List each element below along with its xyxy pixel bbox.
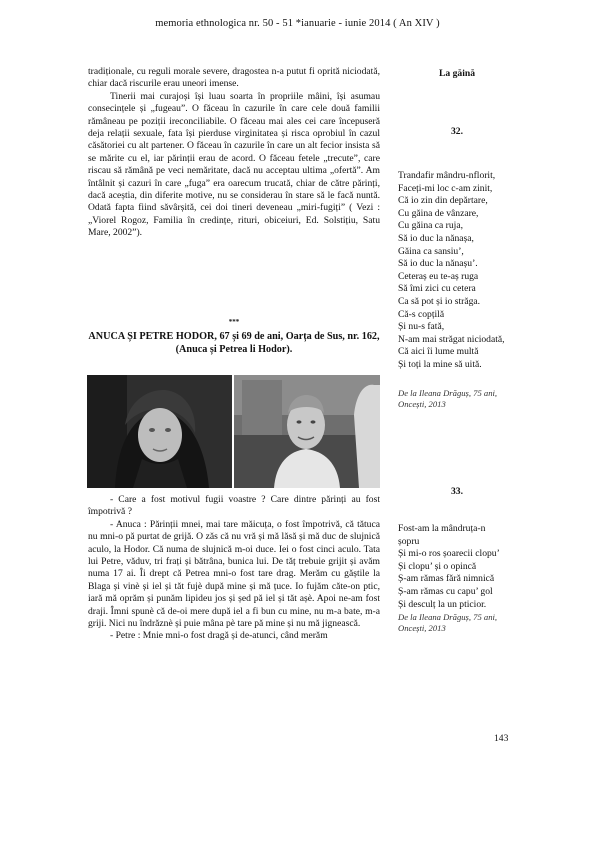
poem-33-number-block <box>398 486 516 497</box>
photo-petre <box>234 375 380 488</box>
poem-line: Găina ca sansiu’, <box>398 245 464 257</box>
poem-line: Trandafir mândru-nflorit, <box>398 170 496 181</box>
poem-line: Că aici îi lume multă <box>398 346 479 358</box>
credit-line: Oncești, 2013 <box>398 399 446 409</box>
poem-line: Că io zin din depărtare, <box>398 195 488 207</box>
poem-32-number-block <box>398 126 516 137</box>
side-heading: La găină <box>439 68 475 79</box>
poem-33 <box>398 523 516 611</box>
poem-line: Ș-am rămas cu capu’ gol <box>398 585 493 597</box>
page-number: 143 <box>494 733 509 744</box>
poem-line: Și nu-s fată, <box>398 321 445 333</box>
credit-line: Oncești, 2013 <box>398 623 446 633</box>
poem-line: N-am mai străgat niciodată, <box>398 333 505 345</box>
poem-line: Cu găina ca ruja, <box>398 220 463 232</box>
interview-answer: - Anuca : Părinții mnei, mai tare măicuța, o fost împotrivă, că tătuca nu mni-o pă purtat de grijă. O zăs că nu vră și mă lăsă și mă duc de slujnică aculo, la Hodor. Că numa de slujnică m-oi duce. Iei o fost cinci aculo. Tata lui Petre, văduv, tri frați și bătrâna, bunica lui. De tăț trebuie grijit și avăm numa 17 ai. Îi drept că Petrea mni-o fost tare drag. Merăm cu găștile la Blaga și vinè și iel și tăt fujè după mine și mă țuce. Io fujăm căte-on ptic, iară mă oprăm și punăm lipideu jos și șed pă iel și tăt așè. Apoi ne-am fost draji. Îmni spunè că de-oi mere după iel a fi bun cu mine, nu m-a bate, m-a griji. Nici nu îndrăznè și puie mâna pè tare pă mine și nu mă jignească. <box>88 518 380 630</box>
credit-line: De la Ileana Drăguș, 75 ani, <box>398 388 498 398</box>
poem-line: Cu găina de vânzare, <box>398 207 479 219</box>
credit-line: De la Ileana Drăguș, 75 ani, <box>398 612 498 622</box>
poem-line: Și toți la mine să uită. <box>398 358 482 370</box>
poem-line: Și clopu’ și o opincă <box>398 560 477 572</box>
poem-line: Să io duc la nănașu’. <box>398 258 478 270</box>
section-separator: *** <box>228 318 240 326</box>
poem-line: Fost-am la mândruța-n <box>398 523 486 534</box>
poem-33-credit <box>398 612 516 634</box>
poem-line: Și mi-o ros șoarecii clopu’ <box>398 548 500 560</box>
poem-line: Ca să pot și io străga. <box>398 295 481 307</box>
paragraph: Tinerii mai curajoși își luau soarta în propriile mâini, își asumau consecințele și „fugeau”. O făceau în cazurile în care cele două familii rămâneau pe poziții ireconciliabile. O făceau mai ales cei care începuseră deja relații sexuale, fata își pierduse virginitatea și risca oprobiul în cazul căsătoriei cu alt partener. O făceau în cazurile în care un alt fecior insista să se mărite cu el, iar părinții erau de acord. O făceau fetele „trecute”, care riscau să rămână pe veci nemăritate, dacă nu acceptau ultima „ofertă”. Am întâlnit și cazuri în care „fuga” era oarecum trucată, chiar de către părinți, dacă aceștia, din diferite motive, nu se considerau în stare să le facă nuntă. Odată fapta fiind săvârșită, cei doi tineri deveneau „miri-fugiți” ( Vezi : „Viorel Rogoz, Familia în credințe, rituri, obiceiuri, Ed. Solstițiu, Satu Mare, 2002”). <box>88 90 380 239</box>
interview-text <box>88 494 380 643</box>
side-column-heading <box>398 68 516 79</box>
article-text <box>88 66 380 240</box>
poem-line: Să io duc la nănașa, <box>398 232 474 244</box>
running-header: memoria ethnologica nr. 50 - 51 *ianuarie - iunie 2014 ( An XIV ) <box>155 18 440 29</box>
photo-anuca <box>87 375 232 488</box>
poem-number: 32. <box>451 126 463 137</box>
poem-32 <box>398 170 516 372</box>
poem-line: Că-s copțilă <box>398 308 445 320</box>
poem-line: Ș-am rămas fără nimnică <box>398 573 495 585</box>
poem-number: 33. <box>451 486 463 497</box>
interview-question: - Care a fost motivul fugii voastre ? Care dintre părinți au fost împotrivă ? <box>88 494 380 518</box>
poem-line: Și desculț la un pticior. <box>398 598 487 610</box>
interview-answer: - Petre : Mnie mni-o fost dragă și de-atunci, când merăm <box>110 630 328 642</box>
poem-line: Să îmi zici cu cetera <box>398 283 476 295</box>
poem-line: Faceți-mi loc c-am zinit, <box>398 182 493 194</box>
poem-32-credit <box>398 388 516 410</box>
poem-line: șopru <box>398 535 420 547</box>
paragraph: tradiționale, cu reguli morale severe, dragostea n-a putut fi oprită niciodată, chiar dacă riscurile erau uneori imense. <box>88 66 380 90</box>
poem-line: Ceteraș eu te-aș ruga <box>398 270 479 282</box>
interview-title: ANUCA ȘI PETRE HODOR, 67 și 69 de ani, Oarța de Sus, nr. 162, (Anuca și Petrea li Hodor). <box>88 331 380 355</box>
